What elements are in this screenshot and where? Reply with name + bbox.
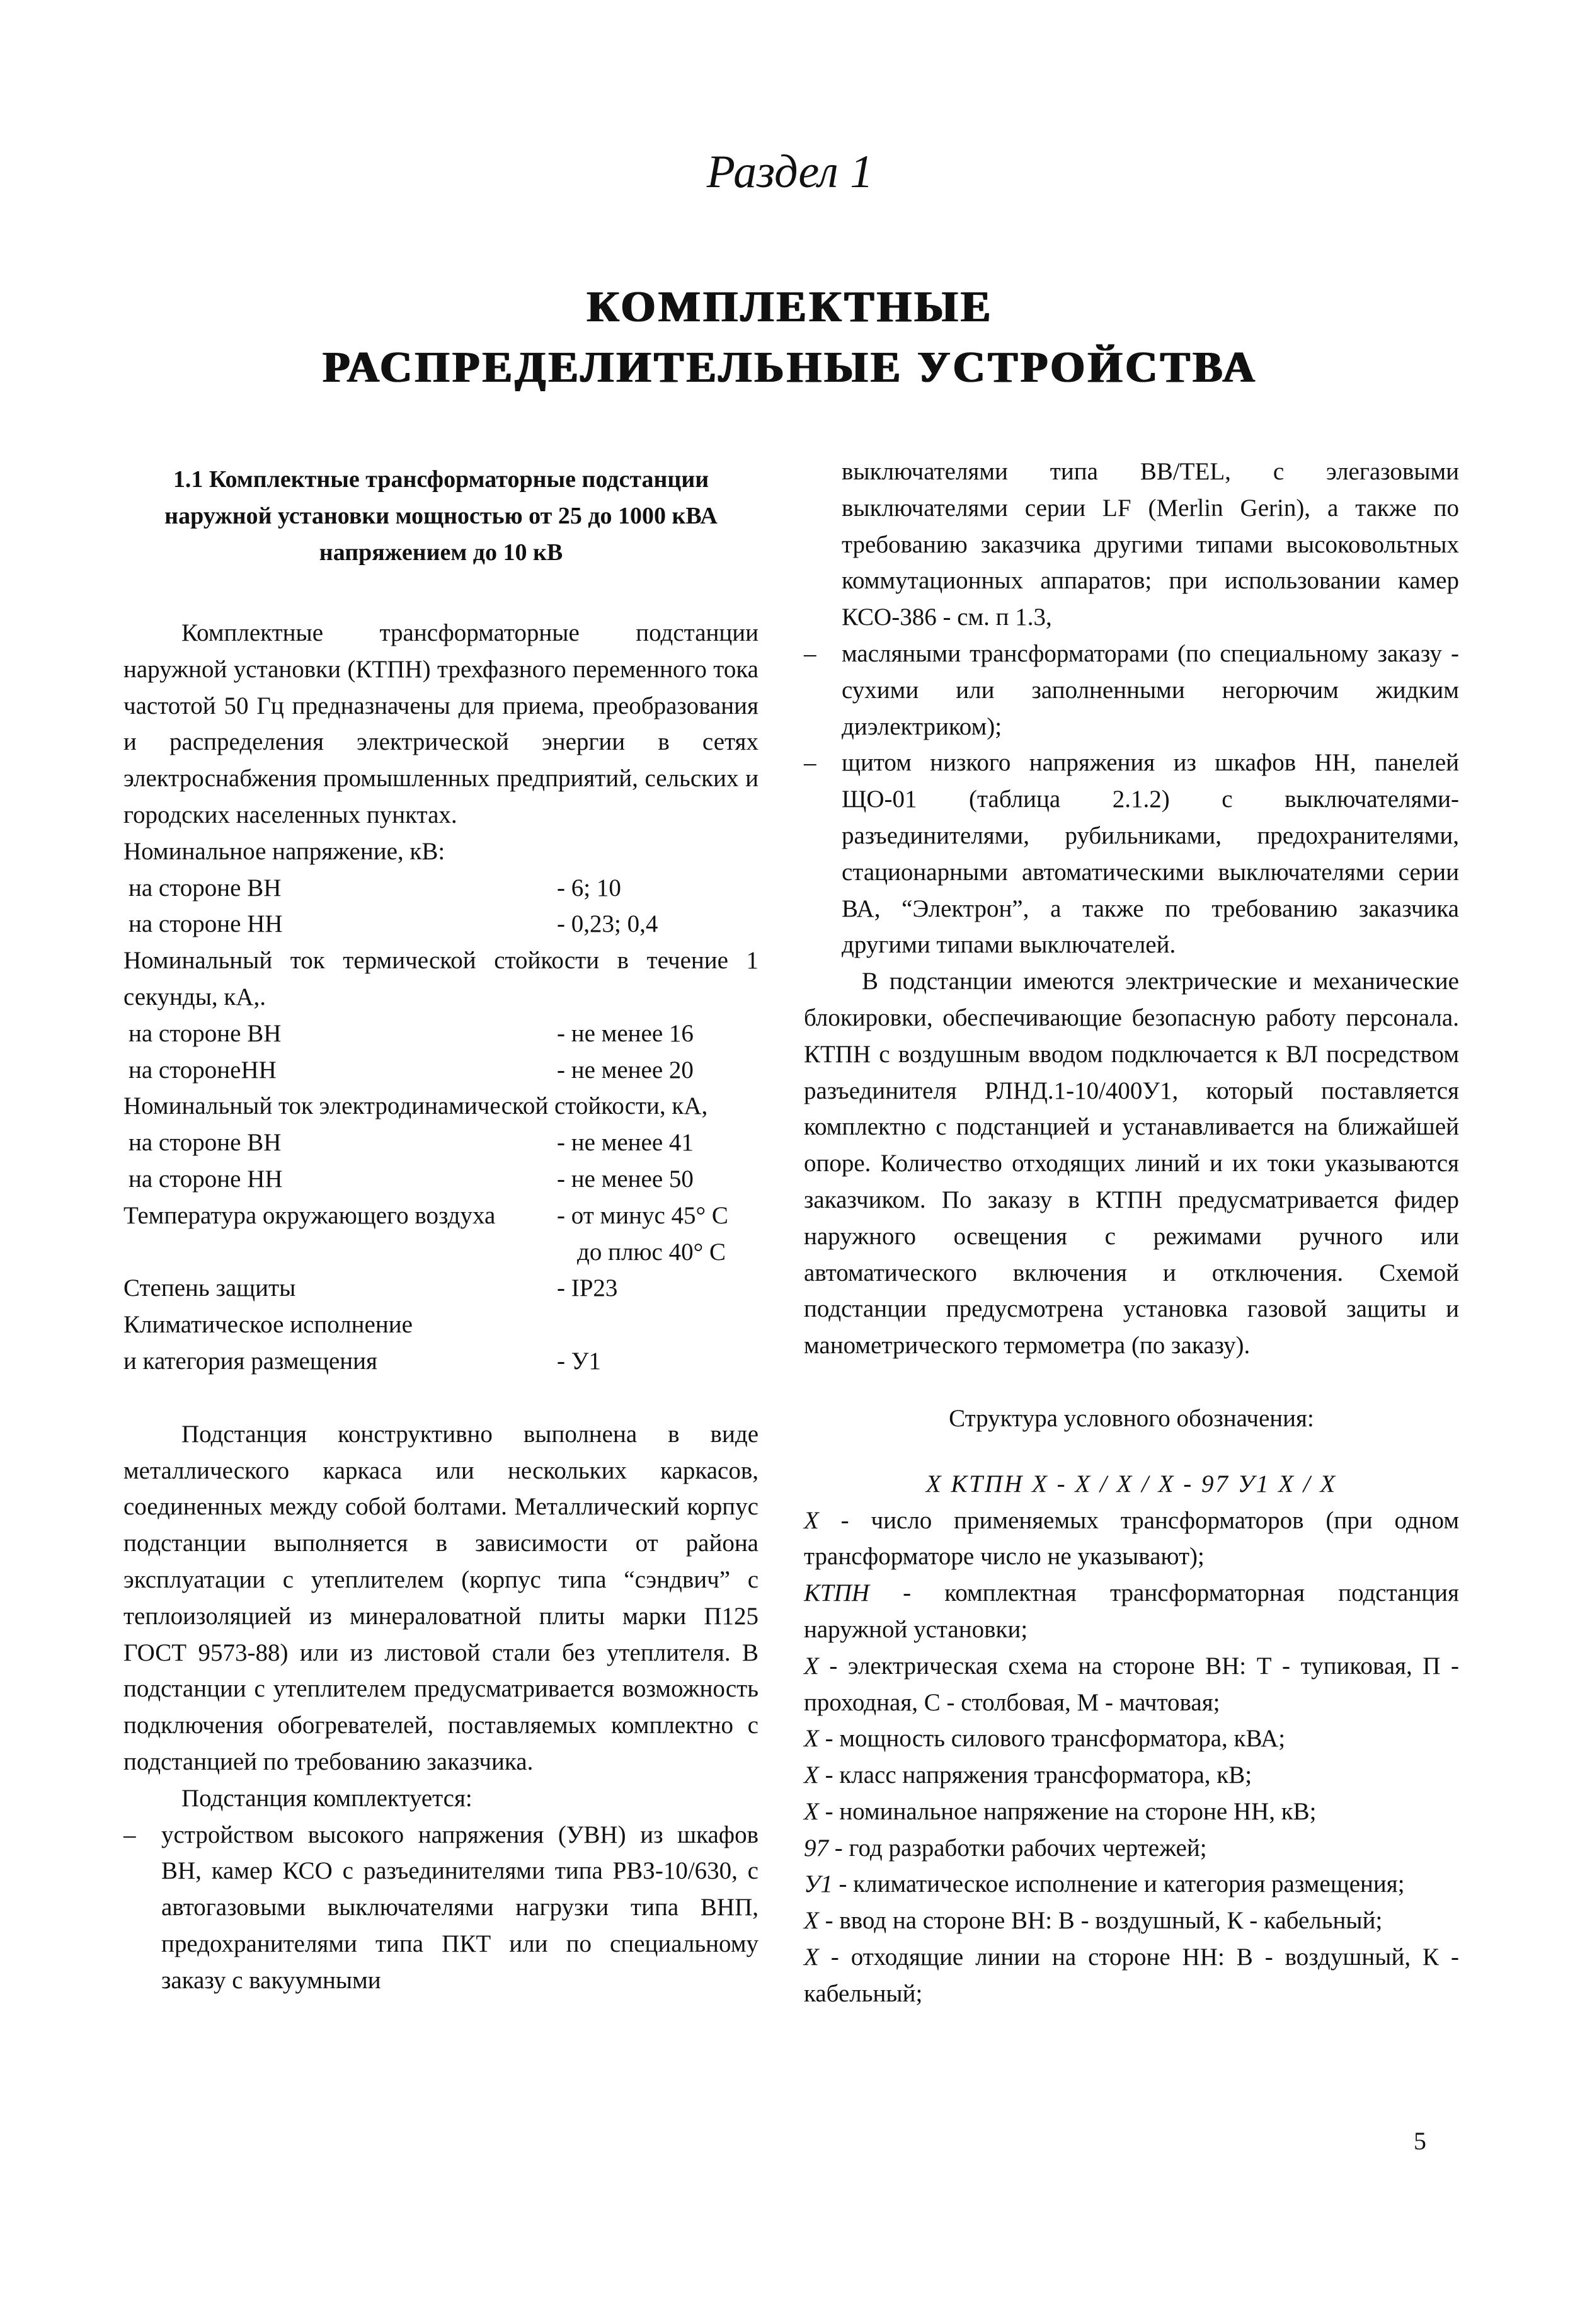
complete-set-paragraph: Подстанция комплектуется: (181, 1784, 472, 1812)
definition-text: - год разработки рабочих чертежей; (828, 1834, 1207, 1862)
spec-value: - не менее 16 (557, 1019, 694, 1047)
spec-row (123, 906, 759, 942)
definition-symbol: X (804, 1797, 819, 1825)
definition-symbol: X (804, 1761, 819, 1789)
spec-label: на стороне ВН (129, 1129, 282, 1157)
spec-row (123, 1161, 759, 1198)
designation-definition (804, 1830, 1459, 1867)
subsection-heading-line: наружной установки мощностью от 25 до 1000 кВА (164, 503, 718, 529)
spec-label: Степень защиты (123, 1274, 296, 1302)
spec-value: - не менее 20 (557, 1056, 694, 1084)
definition-symbol: КТПН (804, 1579, 869, 1607)
definition-symbol: X (804, 1725, 819, 1753)
definition-symbol: 97 (804, 1834, 828, 1862)
list-item: – щитом низкого напряжения из шкафов НН, панелей ЩО-01 (таблица 2.1.2) с выключателями-разъединителями, рубильниками, предохранителями, стационарными автоматическими выключателями серии ВА, “Электрон”, а также по требованию заказчика другими типами выключателей. (804, 745, 1459, 963)
designation-definition (804, 1939, 1459, 2012)
spec-value: - от минус 45° С (557, 1201, 728, 1229)
designation-definition (804, 1648, 1459, 1721)
definition-text: - климатическое исполнение и категория размещения; (832, 1870, 1405, 1898)
construction-paragraph: Подстанция конструктивно выполнена в виде металлического каркаса или нескольких каркасов, соединенных между собой болтами. Металлический корпус подстанции выполняется в зависимости от района эксплуатации с утеплителем (корпус типа “сэндвич” с теплоизоляцией из минераловатной плиты марки П125 ГОСТ 9573-88) или из листовой стали без утеплителя. В подстанции с утеплителем предусматривается возможность подключения обогревателей, поставляемых комплектно с подстанцией по требованию заказчика. (123, 1420, 759, 1775)
blocking-paragraph: В подстанции имеются электрические и механические блокировки, обеспечивающие безопасную работу персонала. КТПН с воздушным вводом подключается к ВЛ посредством разъединителя РЛНД.1-10/400У1, который поставляется комплектно с подстанцией и устанавливается на ближайшей опоре. Количество отходящих линий и их токи указываются заказчиком. По заказу в КТПН предусматривается фидер наружного освещения с режимами ручного или автоматического включения и отключения. Схемой подстанции предусмотрена установка газовой защиты и манометрического термометра (по заказу). (804, 968, 1459, 1359)
spec-label: Температура окружающего воздуха (123, 1201, 496, 1229)
thermal-title: Номинальный ток термической стойкости в течение 1 секунды, кА,. (123, 947, 759, 1010)
page-number: 5 (1414, 2127, 1426, 2155)
list-item: – масляными трансформаторами (по специальному заказу - сухими или заполненными негорючим жидким диэлектриком); (804, 636, 1459, 745)
intro-paragraph: Комплектные трансформаторные подстанции наружной установки (КТПН) трехфазного переменного тока частотой 50 Гц предназначены для приема, преобразования и распределения электрической энергии в сетях электроснабжения промышленных предприятий, сельских и городских населенных пунктах. (123, 619, 759, 828)
definition-text: - класс напряжения трансформатора, кВ; (818, 1761, 1252, 1789)
spec-value: - 0,23; 0,4 (557, 910, 658, 938)
definition-text: - электрическая схема на стороне ВН: Т - тупиковая, П - проходная, С - столбовая, М - мачтовая; (804, 1652, 1459, 1716)
spec-row (123, 1198, 759, 1234)
definition-symbol: У1 (804, 1870, 833, 1898)
spec-label: Климатическое исполнение (123, 1311, 413, 1339)
list-item: – устройством высокого напряжения (УВН) из шкафов ВН, камер КСО с разъединителями типа РВЗ-10/630, с автогазовыми выключателями нагрузки типа ВНП, предохранителями типа ПКТ или по специальному заказу с вакуумными (123, 1817, 759, 1999)
spec-value: - не менее 41 (557, 1129, 694, 1157)
spec-row (123, 1343, 759, 1380)
designation-definition (804, 1866, 1459, 1903)
chapter-title-line-2: РАСПРЕДЕЛИТЕЛЬНЫЕ УСТРОЙСТВА (322, 343, 1258, 392)
chapter-title-line-1: КОМПЛЕКТНЫЕ (587, 283, 993, 331)
spec-row (123, 1125, 759, 1161)
subsection-heading-line: напряжением до 10 кВ (319, 539, 563, 566)
spec-label: на стороне ВН (129, 874, 282, 902)
definition-text: - номинальное напряжение на стороне НН, кВ; (818, 1797, 1317, 1825)
spec-row (123, 1270, 759, 1307)
definition-text: - отходящие линии на стороне НН: В - воздушный, К - кабельный; (804, 1943, 1459, 2007)
designation-definition (804, 1757, 1459, 1794)
spacer (123, 571, 759, 615)
spec-row (123, 1234, 759, 1271)
left-column (123, 454, 759, 1998)
designation-definition (804, 1503, 1459, 1576)
spec-value: - У1 (557, 1347, 601, 1375)
subsection-heading (123, 461, 759, 571)
spec-value: до плюс 40° С (577, 1238, 726, 1266)
spec-row (123, 1307, 759, 1343)
spec-value: - не менее 50 (557, 1165, 694, 1193)
structure-title: Структура условного обозначения: (949, 1404, 1314, 1432)
designation-definition (804, 1794, 1459, 1830)
designation-formula: X КТПН X - X / X / X - 97 У1 X / X (925, 1470, 1337, 1497)
designation-definition (804, 1903, 1459, 1939)
right-column (804, 454, 1459, 2012)
spec-row (123, 870, 759, 907)
definition-symbol: X (804, 1943, 819, 1971)
spec-row (123, 1052, 759, 1089)
designation-definition (804, 1720, 1459, 1757)
spacer (804, 1364, 1459, 1400)
section-label: Раздел 1 (706, 146, 874, 198)
spec-label: и категория размещения (123, 1347, 377, 1375)
definition-text: - комплектная трансформаторная подстанция наружной установки; (804, 1579, 1459, 1643)
dynamic-title: Номинальный ток электродинамической стойкости, кА, (123, 1092, 708, 1120)
spec-label: на сторонеНН (129, 1056, 277, 1084)
definition-symbol: X (804, 1506, 819, 1534)
subsection-heading-line: 1.1 Комплектные трансформаторные подстанции (173, 466, 709, 493)
definition-text: - число применяемых трансформаторов (при одном трансформаторе число не указывают); (804, 1506, 1459, 1571)
list-item-continued: выключателями типа BB/TEL, с элегазовыми выключателями серии LF (Merlin Gerin), а также по требованию заказчика другими типами высоковольтных коммутационных аппаратов; при использовании камер КСО-386 - см. п 1.3, (842, 458, 1459, 631)
chapter-title (0, 277, 1580, 398)
spec-label: на стороне ВН (129, 1019, 282, 1047)
spec-value: - IP23 (557, 1274, 618, 1302)
spec-value: - 6; 10 (557, 874, 621, 902)
definition-text: - мощность силового трансформатора, кВА; (818, 1725, 1286, 1753)
spec-label: на стороне НН (129, 910, 283, 938)
definition-text: - ввод на стороне ВН: В - воздушный, К - кабельный; (818, 1907, 1383, 1935)
definition-symbol: X (804, 1652, 819, 1680)
designation-definition (804, 1575, 1459, 1648)
spacer (123, 1380, 759, 1416)
spacer (804, 1437, 1459, 1466)
definition-symbol: X (804, 1907, 819, 1935)
spec-label: на стороне НН (129, 1165, 283, 1193)
voltage-title: Номинальное напряжение, кВ: (123, 837, 445, 865)
spec-row (123, 1016, 759, 1052)
